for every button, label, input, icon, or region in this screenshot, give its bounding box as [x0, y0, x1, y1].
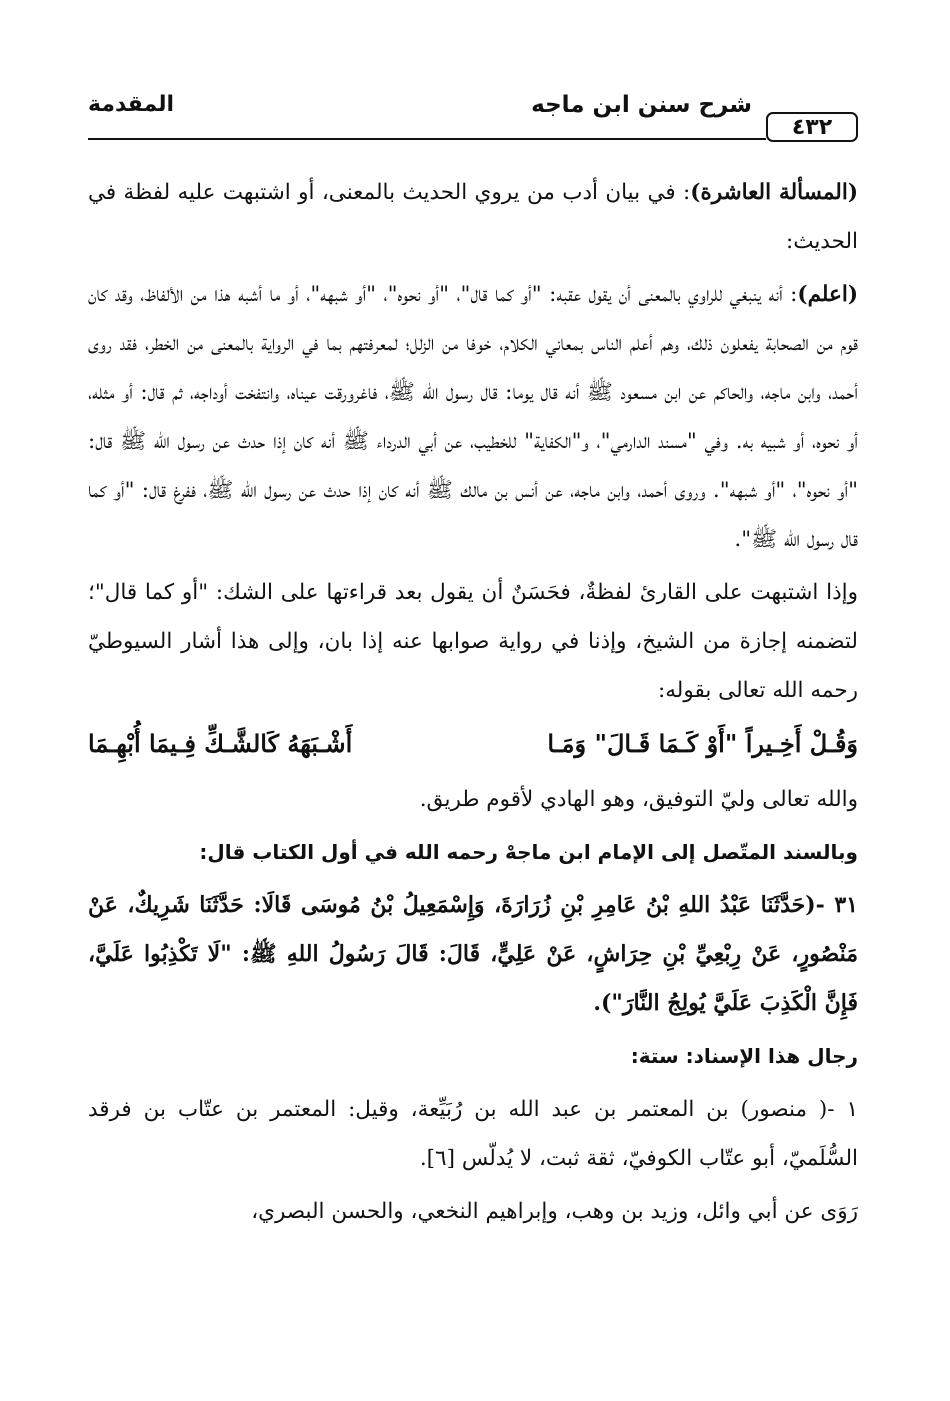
- hadith-text: ٣١ -(حَدَّثَنَا عَبْدُ اللهِ بْنُ عَامِرِ بْنِ زُرَارَةَ، وَإِسْمَعِيلُ بْنُ مُوسَى قَالَا: حَدَّثَنَا شَرِيكٌ، عَنْ مَنْصُورٍ، عَنْ رِبْعِيِّ بْنِ حِرَاشٍ، عَنْ عَلِيٍّ، قَالَ: قَالَ رَسُولُ اللهِ ﷺ: "لَا تَكْذِبُوا عَلَيَّ، فَإِنَّ الْكَذِبَ عَلَيَّ يُولِجُ النَّارَ").: [88, 892, 858, 1016]
- chain-heading: وبالسند المتّصل إلى الإمام ابن ماجهْ رحمه الله في أول الكتاب قال:: [199, 840, 858, 864]
- paragraph-reader-doubt: [88, 568, 858, 715]
- poem-verse: [88, 719, 858, 769]
- narrators-heading: رجال هذا الإسناد: ستة:: [630, 1044, 858, 1068]
- narrator-1-continued: رَوَى عن أبي وائل، وزيد بن وهب، وإبراهيم النخعي، والحسن البصري،: [251, 1199, 858, 1224]
- paragraph-know: [88, 270, 858, 564]
- page-body: [88, 168, 858, 1236]
- paragraph-text: : في بيان أدب من يروي الحديث بالمعنى، أو اشتبهت عليه لفظة في الحديث:: [88, 180, 858, 254]
- page-number-box: [766, 112, 858, 142]
- narrator-1: ١ -( منصور) بن المعتمر بن عبد الله بن رُبَيِّعة، وقيل: المعتمر بن عتّاب بن فرقد السُّلَميّ، أبو عتّاب الكوفيّ، ثقة ثبت، لا يُدلّس [٦].: [88, 1097, 858, 1171]
- section-title: المقدمة: [88, 92, 175, 117]
- paragraph-text: وإذا اشتبهت على القارئ لفظةٌ، فحَسَنٌ أن يقول بعد قراءتها على الشك: "أو كما قال"؛ لتضمنه إجازة من الشيخ، وإذنا في رواية صوابها عنه إذا بان، وإلى هذا أشار السيوطيّ رحمه الله تعالى بقوله:: [88, 580, 858, 703]
- page-header: [88, 86, 858, 142]
- closing-line: والله تعالى وليّ التوفيق، وهو الهادي لأقوم طريق.: [419, 787, 858, 812]
- page-number: ٤٣٢: [791, 114, 833, 140]
- book-page: [88, 86, 858, 1376]
- book-title: شرح سنن ابن ماجه: [531, 92, 752, 118]
- poem-right-hemistich: وَقُـلْ أَخِـيراً "أَوْ كَـمَا قَـالَ" وَمَـا: [547, 729, 858, 758]
- paragraph-lead: (اعلم): [797, 282, 858, 307]
- paragraph-issue-ten: [88, 168, 858, 266]
- paragraph-lead: (المسألة العاشرة): [690, 180, 858, 205]
- poem-left-hemistich: أَشْـبَهَهُ كَالشَّـكِّ فِـيمَا أُبْهِـمَا: [88, 729, 353, 758]
- header-rule: [88, 138, 766, 140]
- paragraph-text: : أنه ينبغي للراوي بالمعنى أن يقول عقبه: "أو كما قال"، "أو نحوه"، "أو شبهه"، أو ما أشبه هذا من الألفاظ، وقد كان قوم من الصحابة يفعلون ذلك، وهم أعلم الناس بمعاني الكلام، خوفا من الزلل؛ لمعرفتهم بما في الرواية بالمعنى من الخطر، فقد روى أحمد، وابن ماجه، والحاكم عن ابن مسعود ﷺ أنه قال يوما: قال رسول الله ﷺ، فاغرورقت عيناه، وانتفخت أوداجه، ثم قال: أو مثله، أو نحوه، أو شبيه به. وفي "مسند الدارمي"، و"الكفاية" للخطيب، عن أبي الدرداء ﷺ أنه كان إذا حدث عن رسول الله ﷺ قال: "أو نحوه"، "أو شبهه". وروى أحمد، وابن ماجه، عن أنس بن مالك ﷺ أنه كان إذا حدث عن رسول الله ﷺ، ففرغ قال: "أو كما قال رسول الله ﷺ".: [88, 282, 858, 552]
